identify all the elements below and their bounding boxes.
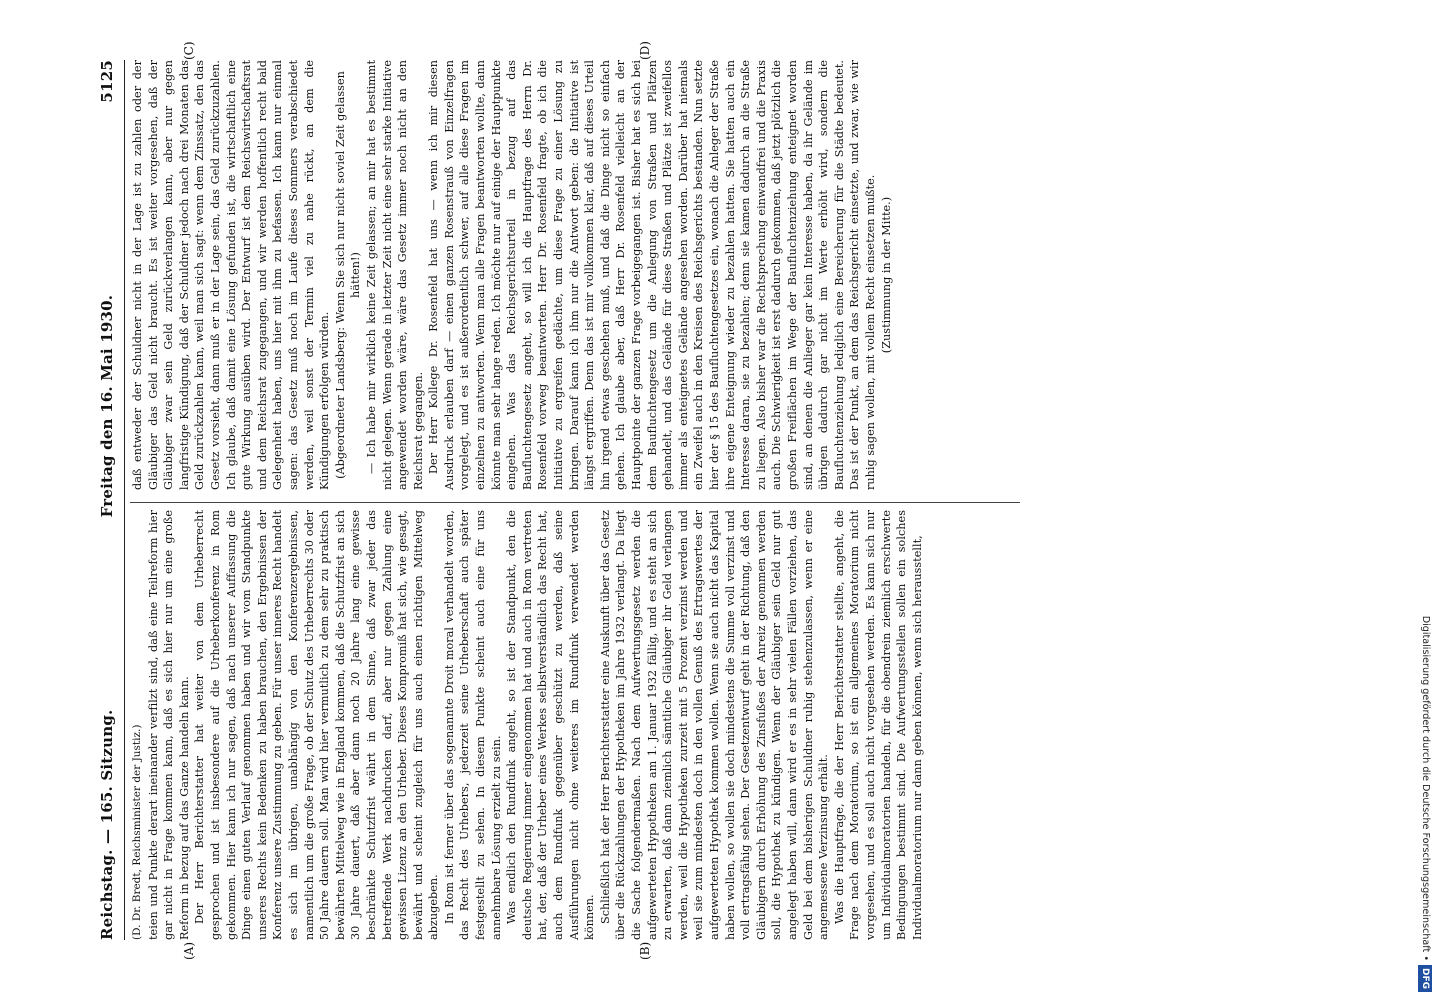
- margin-mark-a: (A): [182, 941, 196, 960]
- paragraph: Was die Hauptfrage, die der Herr Berichterstatter stellte, angeht, die Frage nach dem Moratorium, so ist ein allgemeines Moratorium nicht vorgesehen, und es soll auch nicht vorgesehen werden. Es kann sich nur um Individualmoratorien handeln, für die obendrein ziemlich erschwerte Bedingungen bestimmt sind. Die Aufwertungsstellen sollen ein solches Individualmoratorium nur dann geben können, wenn sich herausstellt,: [832, 510, 924, 940]
- header-session: Reichstag. — 165. Sitzung.: [98, 709, 116, 940]
- paragraph: teien und Punkte derart ineinander verfilzt sind, daß eine Teilreform hier gar nicht in Frage kommen kann, daß es sich hier nur um eine große Reform in bezug auf das Ganze handeln kann.: [146, 510, 191, 940]
- page-header: [90, 60, 125, 940]
- interjection: (Zustimmung in der Mitte.): [879, 196, 893, 354]
- paragraph: Was endlich den Rundfunk angeht, so ist der Standpunkt, den die deutsche Regierung immer eingenommen hat und auch in Rom vertreten hat, der, daß der Urheber eines Werkes selbstverständlich das Recht hat, auch dem Rundfunk gegenüber geschützt zu werden, daß seine Ausführungen nicht ohne weiteres im Rundfunk verwendet werden können.: [505, 510, 597, 940]
- credit-text: Digitalisierung gefördert durch die Deutsche Forschungsgemeinschaft •: [1420, 615, 1431, 961]
- paragraph: Der Herr Berichterstatter hat weiter von dem Urheberrecht gesprochen und ist insbesondere auf die Urheberkonferenz in Rom gekommen. Hier kann ich nur sagen, daß nach unserer Auffassung die Dinge einen guten Verlauf genommen haben und wir vom Standpunkte unseres Rechts kein Bedenken zu haben brauchen, den Ergebnissen der Konferenz unsere Zustimmung zu geben. Für unser inneres Recht handelt es sich im übrigen, unabhängig von den Konferenzergebnissen, namentlich um die große Frage, ob der Schutz des Urheberrechts 30 oder 50 Jahre dauern soll. Man wird hier vermutlich zu dem sehr zu praktisch bewährten Mittelweg wie in England kommen, daß die Schutzfrist an sich 30 Jahre dauert, daß aber dann noch 20 Jahre lang eine gewisse beschränkte Schutzfrist währt in dem Sinne, daß zwar jeder das betreffende Werk nachdrucken darf, aber nur gegen Zahlung eine gewissen Lizenz an den Urheber. Dieses Kompromiß hat sich, wie gesagt, bewährt und scheint zugleich für uns auch einen richtigen Mittelweg abzugeben.: [193, 510, 441, 940]
- paragraph: — Ich habe mir wirklich keine Zeit gelassen; an mir hat es bestimmt nicht gelegen. Wenn gerade in letzter Zeit nicht eine sehr starke Initiative angewendet worden wäre, wäre das Gesetz immer noch nicht an den Reichsrat gegangen.: [364, 60, 425, 490]
- paragraph: daß entweder der Schuldner nicht in der Lage ist zu zahlen oder der Gläubiger das Geld nicht braucht. Es ist weiter vorgesehen, daß der Gläubiger zwar sein Geld zurückverlangen kann, aber nur gegen langfristige Kündigung, daß der Schuldner jedoch nach drei Monaten das Geld zurückzahlen kann, weil man sich sagt: wenn dem Zinssatz, den das Gesetz vorsieht, dann muß er in der Lage sein, das Geld zurückzuzahlen. Ich glaube, daß damit eine Lösung gefunden ist, die wirtschaftlich eine gute Wirkung ausüben wird. Der Entwurf ist dem Reichswirtschaftsrat und dem Reichsrat zugegangen, und wir werden hoffentlich recht bald Gelegenheit haben, uns hier mit ihm zu befassen. Ich kann nur einmal sagen: das Gesetz muß noch im Laufe dieses Sommers verabschiedet werden, weil sonst der Termin viel zu nahe rückt, an dem die Kündigungen erfolgen würden.: [131, 60, 332, 490]
- speaker-line: (D. Dr. Bredt, Reichsminister der Justiz.): [131, 724, 143, 940]
- digitization-credit: [1418, 8, 1432, 992]
- dfg-logo: DFG: [1418, 965, 1432, 992]
- paragraph: In Rom ist ferner über das sogenannte Droit moral verhandelt worden, das Recht des Urhebers, jederzeit seine Urheberschaft auch später festgestellt zu sehen. In diesem Punkte scheint auch eine für uns annehmbare Lösung erzielt zu sein.: [442, 510, 503, 940]
- margin-mark-b: (B): [638, 941, 652, 960]
- paragraph: Schließlich hat der Herr Berichterstatter eine Auskunft über das Gesetz über die Rückzahlungen der Hypotheken im Jahre 1932 verlangt. Da liegt die Sache folgendermaßen. Nach dem Aufwertungsgesetz werden die aufgewerteten Hypotheken am 1. Januar 1932 fällig, und es steht an sich zu erwarten, daß dann ziemlich sämtliche Gläubiger ihr Geld verlangen werden, weil die Hypotheken zurzeit mit 5 Prozent verzinst werden und weil sie zum mindesten doch in den vollen Genuß des Ertragswertes der aufgewerteten Hypothek kommen wollen. Wenn sie auch nicht das Kapital haben wollen, so wollen sie doch mindestens die Summe voll verzinst und voll ertragsfähig sehen. Der Gesetzentwurf geht in der Richtung, daß den Gläubigern durch Erhöhung des Zinsfußes der Anreiz genommen werden soll, die Hypothek zu kündigen. Wenn der Gläubiger sein Geld nur gut angelegt haben will, dann wird er es in sehr vielen Fällen vorziehen, das Geld bei dem bisherigen Schuldner ruhig stehenzulassen, wenn er eine angemessene Verzinsung erhält.: [598, 510, 831, 940]
- margin-mark-d: (D): [638, 41, 652, 60]
- right-column: [130, 60, 894, 490]
- header-page-number: 5125: [98, 60, 116, 103]
- interjection: (Abgeordneter Landsberg: Wenn Sie sich nur nicht soviel Zeit gelassen hätten!): [333, 71, 363, 479]
- rotated-document-page: [90, 0, 1090, 1000]
- header-date: Freitag den 16. Mai 1930.: [98, 294, 116, 518]
- left-column: [130, 510, 925, 940]
- margin-mark-c: (C): [182, 41, 196, 60]
- column-divider: [130, 502, 1020, 503]
- paragraph: Der Herr Kollege Dr. Rosenfeld hat uns — wenn ich mir diesen Ausdruck erlauben darf — einen ganzen Rosenstrauß von Einzelfragen vorgelegt, und es ist außerordentlich schwer, auf alle diese Fragen im einzelnen zu antworten. Wenn man alle Fragen beantworten wollte, dann könnte man sehr lange reden. Ich möchte nur auf einige der Hauptpunkte eingehen. Was das Reichsgerichtsurteil in bezug auf das Baufluchtengesetz angeht, so will ich die Hauptfrage des Herrn Dr. Rosenfeld vorweg beantworten. Herr Dr. Rosenfeld fragte, ob ich die Initiative zu ergreifen gedächte, um diese Frage zu einer Lösung zu bringen. Darauf kann ich ihm nur die Antwort geben: die Initiative ist längst ergriffen. Denn das ist mir vollkommen klar, daß auf dieses Urteil hin irgend etwas geschehen muß, und daß die Dinge nicht so einfach gehen. Ich glaube aber, daß Herr Dr. Rosenfeld vielleicht an der Hauptpointe der ganzen Frage vorbeigegangen ist. Bisher hat es sich bei dem Baufluchtengesetz um die Anlegung von Straßen und Plätzen gehandelt, und das Gelände für diese Straßen und Plätze ist zweifellos immer als enteignetes Gelände angesehen worden. Darüber hat niemals ein Zweifel auch in den Kreisen des Reichsgerichts bestanden. Nun setzte hier der § 15 des Baufluchtengesetzes ein, wonach die Anleger der Straße ihre eigene Enteignung wieder zu bezahlen hatten. Sie hatten auch ein Interesse daran, sie zu bezahlen; denn sie kamen dadurch an die Straße zu liegen. Also bisher war die Rechtsprechung einwandfrei und die Praxis auch. Die Schwierigkeit ist erst dadurch gekommen, daß jetzt plötzlich die großen Freiflächen im Wege der Baufluchtenziehung enteignet worden sind, an denen die Anlieger gar kein Interesse haben, da ihr Gelände im übrigen dadurch gar nicht im Werte erhöht wird, sondern die Baufluchtenziehung lediglich eine Bereicherung für die Städte bedeutet. Das ist der Punkt, an dem das Reichsgericht einsetzte, und zwar, wie wir ruhig sagen wollen, mit vollem Recht einsetzen mußte.: [427, 60, 877, 490]
